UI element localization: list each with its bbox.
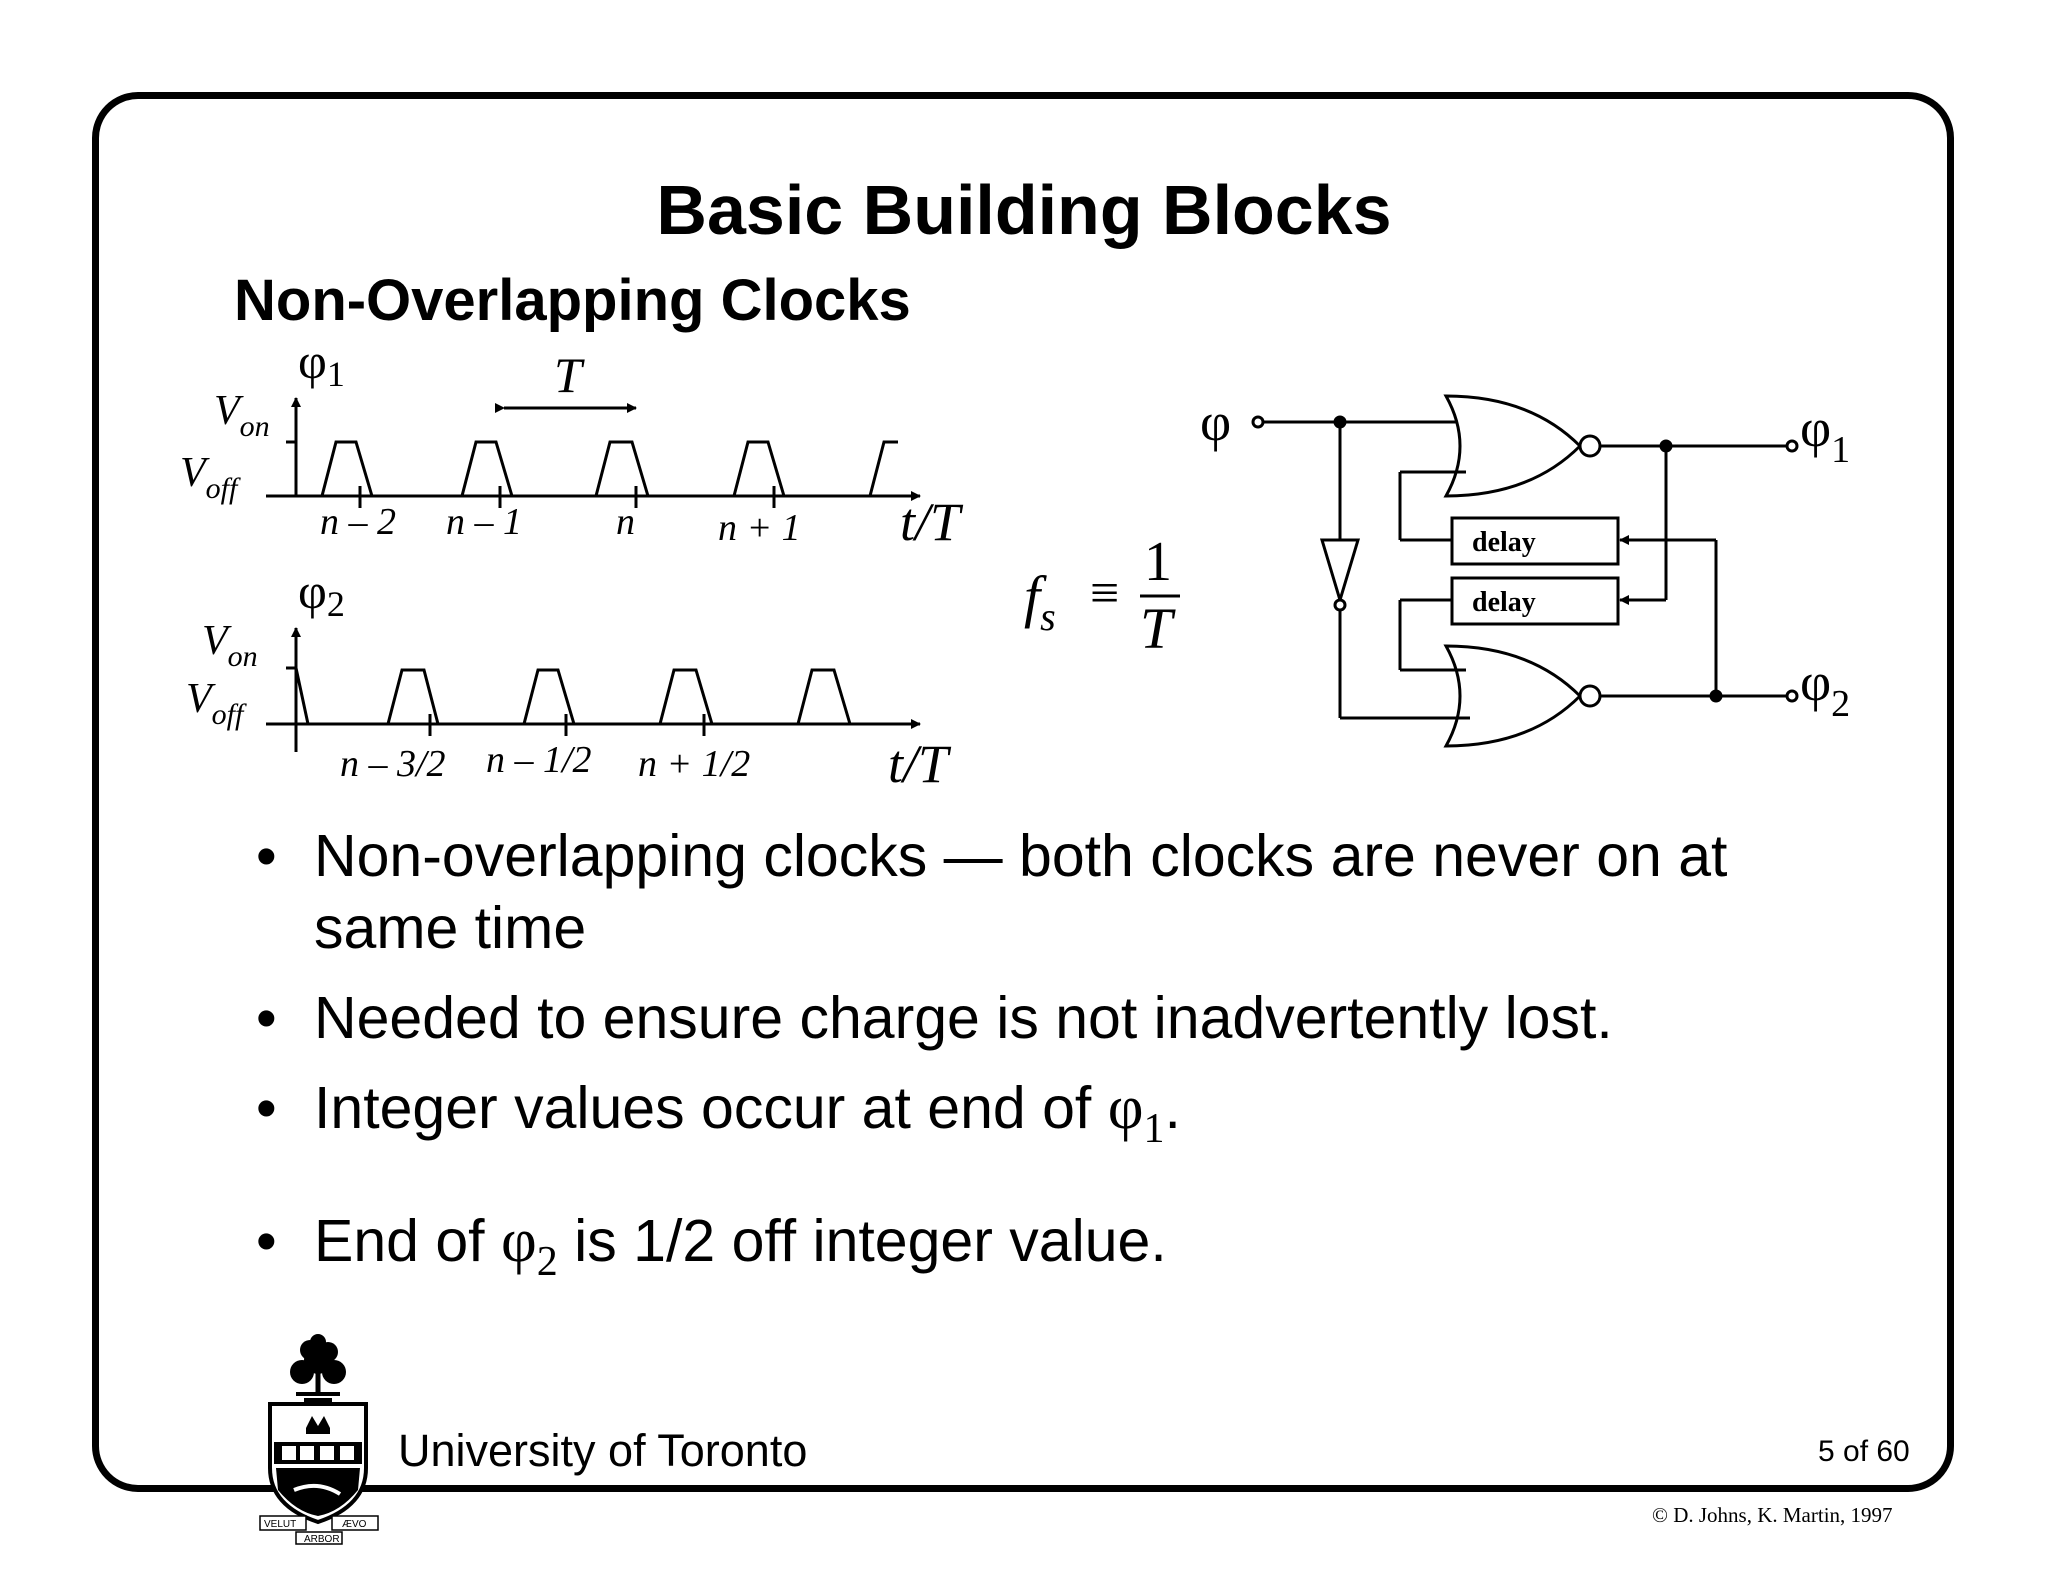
formula-lhs: $f_s$ — [1024, 564, 1056, 639]
crest-motto: ARBOR — [304, 1534, 340, 1545]
phi2-x-axis-label: t/T — [888, 734, 949, 794]
phi2-tick-label: n – 3/2 — [340, 743, 446, 785]
phi1-waveform — [296, 442, 898, 496]
phi1-tick-label: n + 1 — [718, 507, 801, 549]
university-name: University of Toronto — [398, 1425, 808, 1476]
phi1-x-axis-label: t/T — [900, 492, 961, 552]
bullet-list — [246, 820, 1826, 1298]
phi2-waveform — [296, 668, 850, 724]
phi1-tick-label: n – 2 — [320, 501, 396, 543]
phi1-timing-diagram — [266, 398, 920, 508]
crest-motto: VELUT — [264, 1519, 297, 1530]
period-label: T — [554, 347, 582, 403]
formula-equiv: ≡ — [1090, 565, 1120, 622]
voff-label: $V_{off}$ — [180, 450, 238, 505]
bullet-marker: • — [256, 1075, 277, 1141]
inverter-bubble — [1335, 600, 1345, 610]
phi2-output-terminal — [1787, 691, 1797, 701]
sampling-frequency-formula — [1024, 531, 1180, 661]
inverter — [1322, 540, 1358, 600]
bullet-text: Needed to ensure charge is not inadvertently lost. — [314, 985, 1613, 1051]
delay-label: delay — [1472, 587, 1536, 618]
phi1-tick-label: n — [616, 501, 635, 543]
nor-gate-top — [1446, 396, 1580, 496]
bullet-text: End of — [314, 1208, 501, 1274]
formula-denominator: T — [1140, 596, 1173, 661]
bullet-item — [246, 1205, 1826, 1298]
phi2-tick-label: n – 1/2 — [486, 739, 592, 781]
phi1-symbol: $\varphi_1$ — [1107, 1074, 1165, 1152]
university-crest-logo — [260, 1334, 378, 1545]
phi1-label: φ1 — [298, 333, 345, 394]
phi2-label: φ2 — [298, 563, 345, 624]
von-label: $V_{on}$ — [202, 618, 258, 673]
bullet-item — [246, 1072, 1826, 1165]
bullet-marker: • — [256, 985, 277, 1051]
slide-subtitle: Non-Overlapping Clocks — [234, 268, 911, 333]
nor-gate-bottom — [1446, 646, 1580, 746]
phi1-tick-label: n – 1 — [446, 501, 522, 543]
phi2-symbol: $\varphi_2$ — [500, 1207, 558, 1285]
circuit-input-label: φ — [1200, 392, 1232, 452]
phi1-output-terminal — [1787, 441, 1797, 451]
bullet-text: . — [1164, 1075, 1181, 1141]
phi2-timing-diagram — [266, 628, 920, 752]
bullet-marker: • — [256, 1208, 277, 1274]
nor-gate-bubble — [1580, 686, 1600, 706]
input-terminal — [1253, 417, 1263, 427]
junction-dot — [1711, 691, 1721, 701]
phi2-tick-label: n + 1/2 — [638, 743, 751, 785]
nor-gate-bubble — [1580, 436, 1600, 456]
bullet-text: is 1/2 off integer value. — [557, 1208, 1167, 1274]
voff-label: $V_{off}$ — [186, 676, 244, 731]
von-label: $V_{on}$ — [214, 388, 270, 443]
page-number: 5 of 60 — [1818, 1435, 1910, 1468]
crest-motto: ÆVO — [342, 1519, 367, 1530]
bullet-item — [246, 982, 1826, 1054]
formula-numerator: 1 — [1144, 531, 1172, 593]
circuit-phi1-label: $\varphi_1$ — [1800, 398, 1851, 471]
clock-generator-circuit — [1253, 396, 1797, 746]
bullet-item — [246, 820, 1826, 964]
circuit-phi2-label: $\varphi_2$ — [1800, 652, 1851, 725]
bullet-text: Integer values occur at end of — [314, 1075, 1108, 1141]
copyright-notice: © D. Johns, K. Martin, 1997 — [1652, 1503, 1893, 1527]
delay-label: delay — [1472, 527, 1536, 558]
bullet-text: Non-overlapping clocks — both clocks are never on at same time — [314, 823, 1728, 961]
bullet-marker: • — [256, 823, 277, 889]
slide-title: Basic Building Blocks — [656, 171, 1392, 249]
